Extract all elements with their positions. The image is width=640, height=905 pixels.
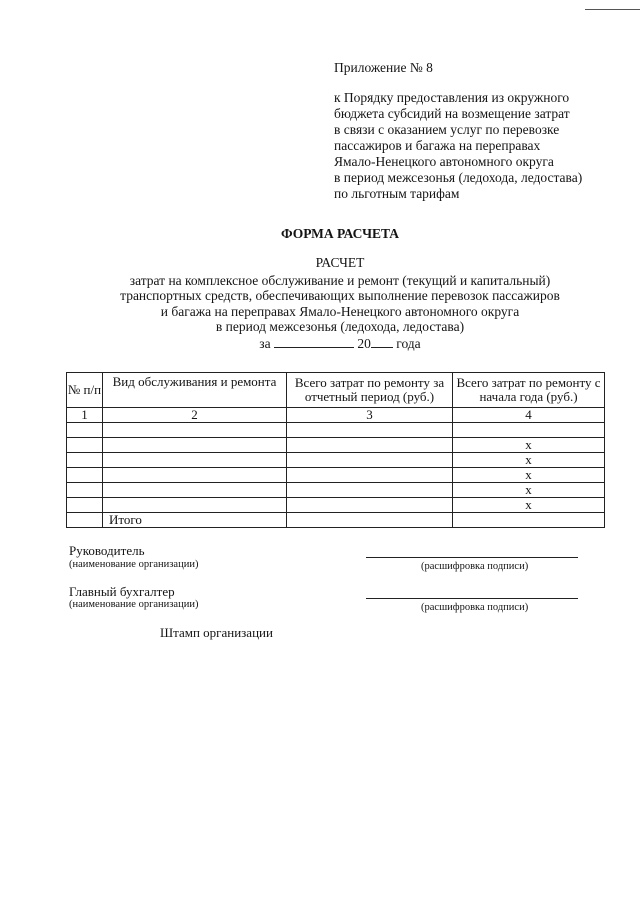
calculation-line: в период межсезонья (ледохода, ледостава) xyxy=(215,319,465,334)
table-cell[interactable] xyxy=(103,423,287,438)
total-year-cell[interactable] xyxy=(453,513,605,528)
year-blank[interactable] xyxy=(371,335,393,348)
table-cell xyxy=(67,513,103,528)
period-blank[interactable] xyxy=(274,335,354,348)
table-row xyxy=(67,468,605,483)
appendix-line: пассажиров и багажа на переправах xyxy=(334,138,541,153)
header-cell: № п/п xyxy=(67,373,103,408)
total-row xyxy=(67,513,605,528)
table-header-row xyxy=(67,373,605,408)
table-row xyxy=(67,423,605,438)
accountant-decode-caption: (расшифровка подписи) xyxy=(421,602,529,613)
accountant-org-caption: (наименование организации) xyxy=(69,599,199,610)
director-label: Руководитель xyxy=(69,543,145,558)
total-label: Итого xyxy=(103,513,287,528)
table-cell[interactable] xyxy=(67,438,103,453)
table-cell[interactable]: х xyxy=(453,453,605,468)
appendix-line: к Порядку предоставления из окружного xyxy=(334,90,570,105)
numbering-cell: 4 xyxy=(453,408,605,423)
total-period-cell[interactable] xyxy=(287,513,453,528)
table-cell[interactable] xyxy=(287,453,453,468)
table-cell[interactable] xyxy=(453,423,605,438)
scan-edge-line xyxy=(585,9,640,10)
organization-stamp: Штамп организации xyxy=(160,625,273,640)
table-cell[interactable] xyxy=(67,468,103,483)
director-signature-line[interactable] xyxy=(366,557,578,558)
period-suffix: года xyxy=(396,335,421,351)
appendix-line: бюджета субсидий на возмещение затрат xyxy=(334,106,570,121)
table-cell[interactable] xyxy=(67,453,103,468)
table-cell[interactable] xyxy=(67,423,103,438)
table-cell[interactable] xyxy=(287,423,453,438)
appendix-line: по льготным тарифам xyxy=(334,186,460,201)
table-cell[interactable] xyxy=(67,483,103,498)
calculation-line: затрат на комплексное обслуживание и ремонт (текущий и капитальный) xyxy=(129,272,551,288)
numbering-row xyxy=(67,408,605,423)
table-cell[interactable]: х xyxy=(453,468,605,483)
table-cell[interactable] xyxy=(103,498,287,513)
numbering-cell: 1 xyxy=(67,408,103,423)
cost-table xyxy=(66,372,605,528)
header-cell: Всего затрат по ремонту с начала года (руб.) xyxy=(453,373,605,408)
accountant-label: Главный бухгалтер xyxy=(69,584,175,599)
appendix-block xyxy=(334,60,582,202)
header-cell: Вид обслуживания и ремонта xyxy=(103,373,287,408)
accountant-signature-line[interactable] xyxy=(366,598,578,599)
calculation-line: и багажа на переправах Ямало-Ненецкого автономного округа xyxy=(160,303,520,319)
director-decode-caption: (расшифровка подписи) xyxy=(421,561,529,572)
calculation-block xyxy=(0,255,640,351)
table-cell[interactable]: х xyxy=(453,438,605,453)
table-cell[interactable] xyxy=(103,453,287,468)
numbering-cell: 3 xyxy=(287,408,453,423)
table-cell[interactable] xyxy=(103,438,287,453)
appendix-title: Приложение № 8 xyxy=(334,60,433,75)
calculation-heading: РАСЧЕТ xyxy=(315,255,365,270)
table-cell[interactable] xyxy=(287,438,453,453)
table-row xyxy=(67,483,605,498)
period-line xyxy=(0,335,640,352)
table-row xyxy=(67,438,605,453)
table-row xyxy=(67,453,605,468)
table-cell[interactable] xyxy=(103,483,287,498)
numbering-cell: 2 xyxy=(103,408,287,423)
table-cell[interactable] xyxy=(287,498,453,513)
table-cell[interactable] xyxy=(287,468,453,483)
appendix-line: в период межсезонья (ледохода, ледостава) xyxy=(334,170,583,185)
header-cell: Всего затрат по ремонту за отчетный период (руб.) xyxy=(287,373,453,408)
calculation-line: транспортных средств, обеспечивающих выполнение перевозок пассажиров xyxy=(120,288,560,303)
director-org-caption: (наименование организации) xyxy=(69,559,199,570)
table-cell[interactable] xyxy=(287,483,453,498)
form-title: ФОРМА РАСЧЕТА xyxy=(280,226,400,241)
appendix-line: Ямало-Ненецкого автономного округа xyxy=(334,154,554,169)
appendix-line: в связи с оказанием услуг по перевозке xyxy=(334,122,560,137)
period-year: 20 xyxy=(357,335,371,351)
table-cell[interactable]: х xyxy=(453,498,605,513)
table-cell[interactable] xyxy=(67,498,103,513)
period-prefix: за xyxy=(259,335,271,351)
table-cell[interactable] xyxy=(103,468,287,483)
table-cell[interactable]: х xyxy=(453,483,605,498)
table-row xyxy=(67,498,605,513)
